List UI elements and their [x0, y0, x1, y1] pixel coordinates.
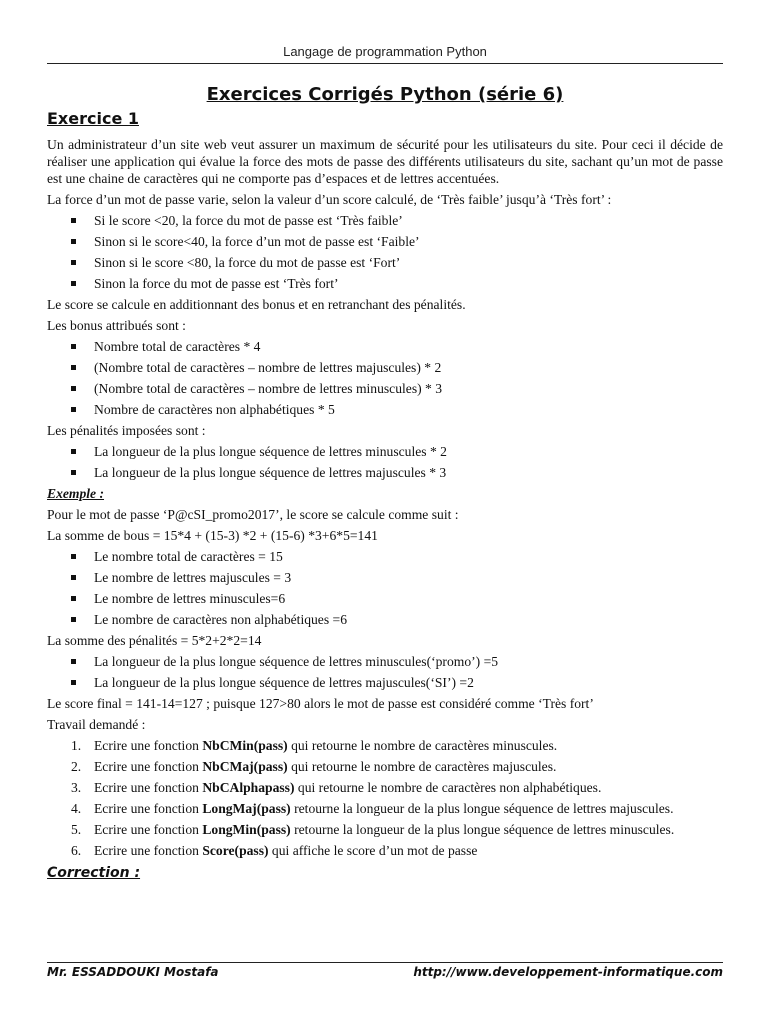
- function-name: LongMaj(pass): [202, 801, 291, 816]
- score-intro: Le score se calcule en additionnant des bonus et en retranchant des pénalités.: [47, 297, 466, 312]
- function-name: NbCMaj(pass): [202, 759, 288, 774]
- list-item: Le nombre de lettres minuscules=6: [71, 590, 723, 607]
- bonus-sum: La somme de bous = 15*4 + (15-3) *2 + (15-6) *3+6*5=141: [47, 528, 378, 543]
- penalty-sum: La somme des pénalités = 5*2+2*2=14: [47, 633, 262, 648]
- bullet-icon: [71, 260, 76, 265]
- force-rules-list: [47, 212, 723, 292]
- force-intro: La force d’un mot de passe varie, selon la valeur d’un score calculé, de ‘Très faible’ jusqu’à ‘Très fort’ :: [47, 192, 612, 207]
- example-label: Exemple :: [47, 486, 105, 501]
- running-header: Langage de programmation Python: [283, 44, 487, 59]
- author-name: Mr. ESSADDOUKI Mostafa: [47, 965, 219, 979]
- function-name: LongMin(pass): [202, 822, 291, 837]
- task-item: 1. Ecrire une fonction NbCMin(pass) qui retourne le nombre de caractères minuscules.: [71, 738, 558, 753]
- list-item: La longueur de la plus longue séquence de lettres majuscules(‘SI’) =2: [71, 674, 723, 691]
- bullet-icon: [71, 386, 76, 391]
- bonus-list: [47, 338, 723, 418]
- list-item: Sinon si le score <80, la force du mot de passe est ‘Fort’: [71, 254, 723, 271]
- list-item: Le nombre de caractères non alphabétiques =6: [71, 611, 723, 628]
- function-name: NbCMin(pass): [202, 738, 288, 753]
- bullet-icon: [71, 344, 76, 349]
- list-item: Sinon la force du mot de passe est ‘Très fort’: [71, 275, 723, 292]
- list-item: La longueur de la plus longue séquence de lettres majuscules * 3: [71, 464, 723, 481]
- list-item: (Nombre total de caractères – nombre de lettres majuscules) * 2: [71, 359, 723, 376]
- function-name: NbCAlphapass): [202, 780, 295, 795]
- list-item: La longueur de la plus longue séquence de lettres minuscules * 2: [71, 443, 723, 460]
- list-item: Sinon si le score<40, la force d’un mot de passe est ‘Faible’: [71, 233, 723, 250]
- bullet-icon: [71, 365, 76, 370]
- bullet-icon: [71, 680, 76, 685]
- bullet-icon: [71, 449, 76, 454]
- task-item: 4. Ecrire une fonction LongMaj(pass) retourne la longueur de la plus longue séquence de lettres majuscules.: [71, 801, 674, 816]
- bullet-icon: [71, 659, 76, 664]
- bonus-intro: Les bonus attribués sont :: [47, 318, 186, 333]
- bullet-icon: [71, 575, 76, 580]
- exercise-body: [47, 136, 723, 882]
- penalty-intro: Les pénalités imposées sont :: [47, 423, 206, 438]
- exercise-heading: Exercice 1: [47, 109, 139, 128]
- list-item: La longueur de la plus longue séquence de lettres minuscules(‘promo’) =5: [71, 653, 723, 670]
- example-counts-list: [47, 548, 723, 628]
- bullet-icon: [71, 281, 76, 286]
- bullet-icon: [71, 596, 76, 601]
- list-item: Nombre total de caractères * 4: [71, 338, 723, 355]
- final-score: Le score final = 141-14=127 ; puisque 127>80 alors le mot de passe est considéré comme ‘Très fort’: [47, 696, 594, 711]
- intro-paragraph: Un administrateur d’un site web veut assurer un maximum de sécurité pour les utilisateurs du site. Pour ceci il décide de réaliser une application qui évalue la force des mots de passe des différents utilisateurs du site, sachant qu’un mot de passe est une chaine de caractères qui ne comporte pas d’espaces et de lettres accentuées.: [47, 137, 723, 186]
- task-item: 2. Ecrire une fonction NbCMaj(pass) qui retourne le nombre de caractères majuscules.: [71, 759, 557, 774]
- example-intro: Pour le mot de passe ‘P@cSI_promo2017’, le score se calcule comme suit :: [47, 507, 459, 522]
- example-sequences-list: [47, 653, 723, 691]
- task-item: 6. Ecrire une fonction Score(pass) qui affiche le score d’un mot de passe: [71, 843, 478, 858]
- list-item: Si le score <20, la force du mot de passe est ‘Très faible’: [71, 212, 723, 229]
- document-page: [47, 0, 723, 1024]
- bullet-icon: [71, 554, 76, 559]
- penalty-list: [47, 443, 723, 481]
- list-item: Le nombre de lettres majuscules = 3: [71, 569, 723, 586]
- correction-heading: Correction :: [47, 865, 141, 881]
- work-intro: Travail demandé :: [47, 717, 146, 732]
- website-link[interactable]: http://www.developpement-informatique.com: [413, 965, 723, 979]
- bullet-icon: [71, 239, 76, 244]
- list-item: Nombre de caractères non alphabétiques * 5: [71, 401, 723, 418]
- bullet-icon: [71, 407, 76, 412]
- header-rule: [47, 63, 723, 64]
- footer-rule: [47, 962, 723, 963]
- list-item: (Nombre total de caractères – nombre de lettres minuscules) * 3: [71, 380, 723, 397]
- document-title: Exercices Corrigés Python (série 6): [206, 84, 564, 105]
- task-item: 3. Ecrire une fonction NbCAlphapass) qui retourne le nombre de caractères non alphabétiques.: [71, 780, 602, 795]
- function-name: Score(pass): [202, 843, 269, 858]
- bullet-icon: [71, 218, 76, 223]
- bullet-icon: [71, 470, 76, 475]
- list-item: Le nombre total de caractères = 15: [71, 548, 723, 565]
- bullet-icon: [71, 617, 76, 622]
- task-list: [47, 737, 723, 859]
- task-item: 5. Ecrire une fonction LongMin(pass) retourne la longueur de la plus longue séquence de lettres minuscules.: [71, 822, 675, 837]
